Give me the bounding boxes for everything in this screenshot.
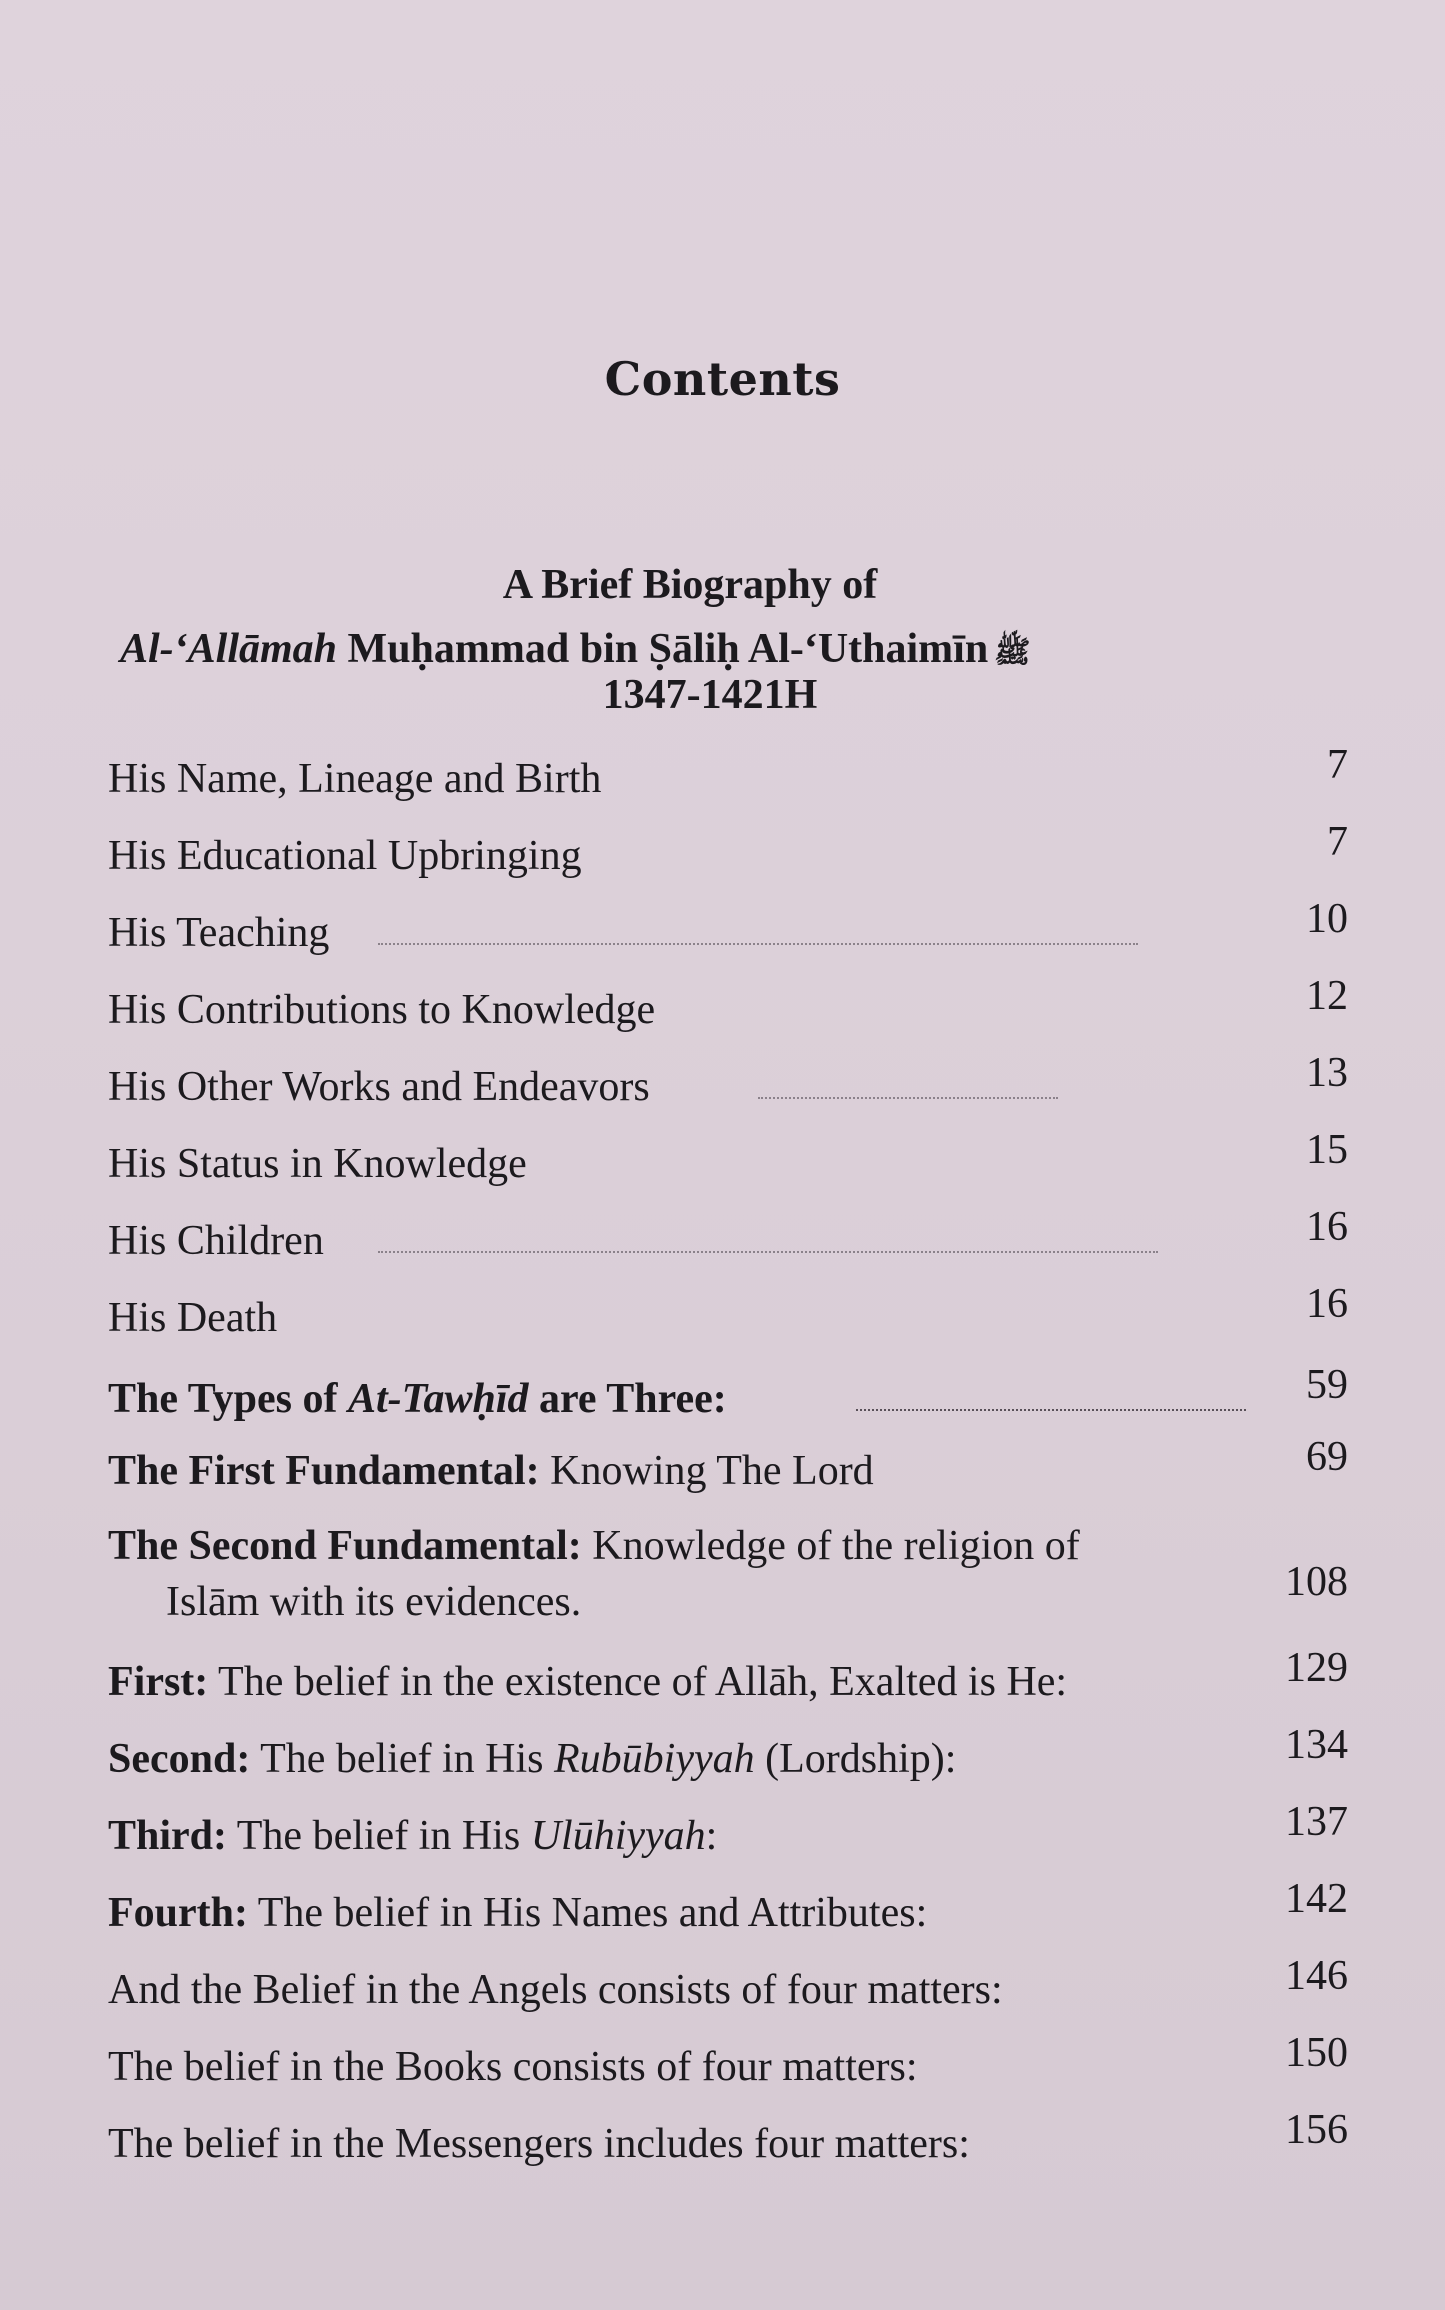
toc-entry-page: 146 (1285, 1953, 1348, 1999)
toc-entry-label (108, 1812, 717, 1860)
toc-entry-page: 142 (1285, 1876, 1348, 1922)
toc-entry-page: 16 (1306, 1281, 1348, 1327)
toc-entry-label: His Children (108, 1218, 324, 1264)
label-bold: Second: (108, 1736, 251, 1782)
toc-entry-page: 150 (1285, 2030, 1348, 2076)
toc-entry-label: His Contributions to Knowledge (108, 987, 656, 1033)
toc-entry-page: 7 (1327, 819, 1348, 865)
label-bold: are Three: (528, 1376, 727, 1422)
toc-entry-second-belief[interactable] (108, 1722, 1348, 1795)
toc-entry-label (108, 1735, 956, 1783)
toc-entry-label: The belief in the Messengers includes four matters: (108, 2121, 970, 2167)
toc-entry-contributions[interactable] (108, 973, 1348, 1046)
biography-name: Muḥammad bin Ṣāliḥ Al-‘Uthaimīn (337, 626, 989, 672)
toc-entry-page: 7 (1327, 742, 1348, 788)
toc-entry-page: 59 (1306, 1362, 1348, 1408)
toc-entry-page: 108 (1285, 1559, 1348, 1605)
toc-entry-status[interactable] (108, 1127, 1348, 1200)
toc-entry-label: His Other Works and Endeavors (108, 1064, 650, 1110)
label-bold: First: (108, 1659, 209, 1705)
biography-title-italic: Al-‘Allāmah (120, 626, 338, 672)
toc-entry-label (108, 1889, 927, 1937)
honorific-glyph: ﷺ (994, 636, 1031, 669)
dot-leader (856, 1409, 1246, 1411)
label-bold: Third: (108, 1813, 228, 1859)
page-title: Contents (604, 352, 841, 406)
toc-entry-page: 134 (1285, 1722, 1348, 1768)
toc-entry-label (108, 1658, 1067, 1706)
toc-entry-page: 156 (1285, 2107, 1348, 2153)
toc-entry-fourth-belief[interactable] (108, 1876, 1348, 1949)
biography-heading-years: 1347-1421H (602, 672, 818, 718)
toc-entry-educational-upbringing[interactable] (108, 819, 1348, 892)
toc-entry-label: His Status in Knowledge (108, 1141, 527, 1187)
label-bold-italic: At-Tawḥīd (347, 1376, 529, 1422)
toc-entry-page: 10 (1306, 896, 1348, 942)
label-bold: The Types of (108, 1376, 348, 1422)
toc-entry-page: 69 (1306, 1434, 1348, 1480)
label-text: The belief in His Names and Attributes: (248, 1890, 928, 1936)
toc-entry-label-line2: Islām with its evidences. (166, 1579, 582, 1625)
label-text: The belief in His (227, 1813, 531, 1859)
toc-entry-page: 16 (1306, 1204, 1348, 1250)
toc-entry-types-of-tawhid[interactable] (108, 1362, 1348, 1435)
toc-entry-label: And the Belief in the Angels consists of four matters: (108, 1967, 1003, 2013)
toc-entry-page: 13 (1306, 1050, 1348, 1096)
toc-entry-name-lineage[interactable] (108, 742, 1348, 815)
toc-entry-label (108, 1375, 727, 1423)
toc-entry-label: His Teaching (108, 910, 330, 956)
label-text: The belief in His (250, 1736, 555, 1782)
label-bold: Fourth: (108, 1890, 248, 1936)
dot-leader (758, 1097, 1058, 1099)
label-text: : (705, 1813, 718, 1859)
toc-entry-first-fundamental[interactable] (108, 1434, 1348, 1507)
label-text: The belief in the existence of Allāh, Exalted is He: (208, 1659, 1068, 1705)
toc-entry-label (108, 1447, 874, 1495)
toc-entry-label: The belief in the Books consists of four matters: (108, 2044, 918, 2090)
label-italic: Ulūhiyyah (530, 1813, 706, 1859)
toc-entry-page: 12 (1306, 973, 1348, 1019)
label-bold: The First Fundamental: (108, 1448, 540, 1494)
toc-entry-first-belief[interactable] (108, 1645, 1348, 1718)
label-text: Knowing The Lord (539, 1448, 874, 1494)
biography-heading-line2 (120, 625, 1030, 677)
toc-entry-label: His Educational Upbringing (108, 833, 582, 879)
label-bold: The Second Fundamental: (108, 1523, 582, 1569)
biography-heading-line1: A Brief Biography of (502, 562, 878, 608)
toc-entry-angels[interactable] (108, 1953, 1348, 2026)
toc-entry-other-works[interactable] (108, 1050, 1348, 1123)
label-italic: Rubūbiyyah (554, 1736, 755, 1782)
toc-entry-children[interactable] (108, 1204, 1348, 1277)
toc-entry-death[interactable] (108, 1281, 1348, 1354)
toc-entry-teaching[interactable] (108, 896, 1348, 969)
toc-entry-page: 15 (1306, 1127, 1348, 1173)
toc-entry-third-belief[interactable] (108, 1799, 1348, 1872)
toc-entry-label (108, 1522, 1080, 1570)
toc-entry-books[interactable] (108, 2030, 1348, 2103)
toc-entry-page: 129 (1285, 1645, 1348, 1691)
toc-entry-label: His Name, Lineage and Birth (108, 756, 602, 802)
toc-entry-page: 137 (1285, 1799, 1348, 1845)
dot-leader (378, 1251, 1158, 1253)
label-text: Knowledge of the religion of (581, 1523, 1080, 1569)
toc-entry-second-fundamental[interactable] (108, 1522, 1348, 1642)
toc-entry-label: His Death (108, 1295, 278, 1341)
toc-entry-messengers[interactable] (108, 2107, 1348, 2180)
dot-leader (378, 943, 1138, 945)
label-text: (Lordship): (754, 1736, 957, 1782)
